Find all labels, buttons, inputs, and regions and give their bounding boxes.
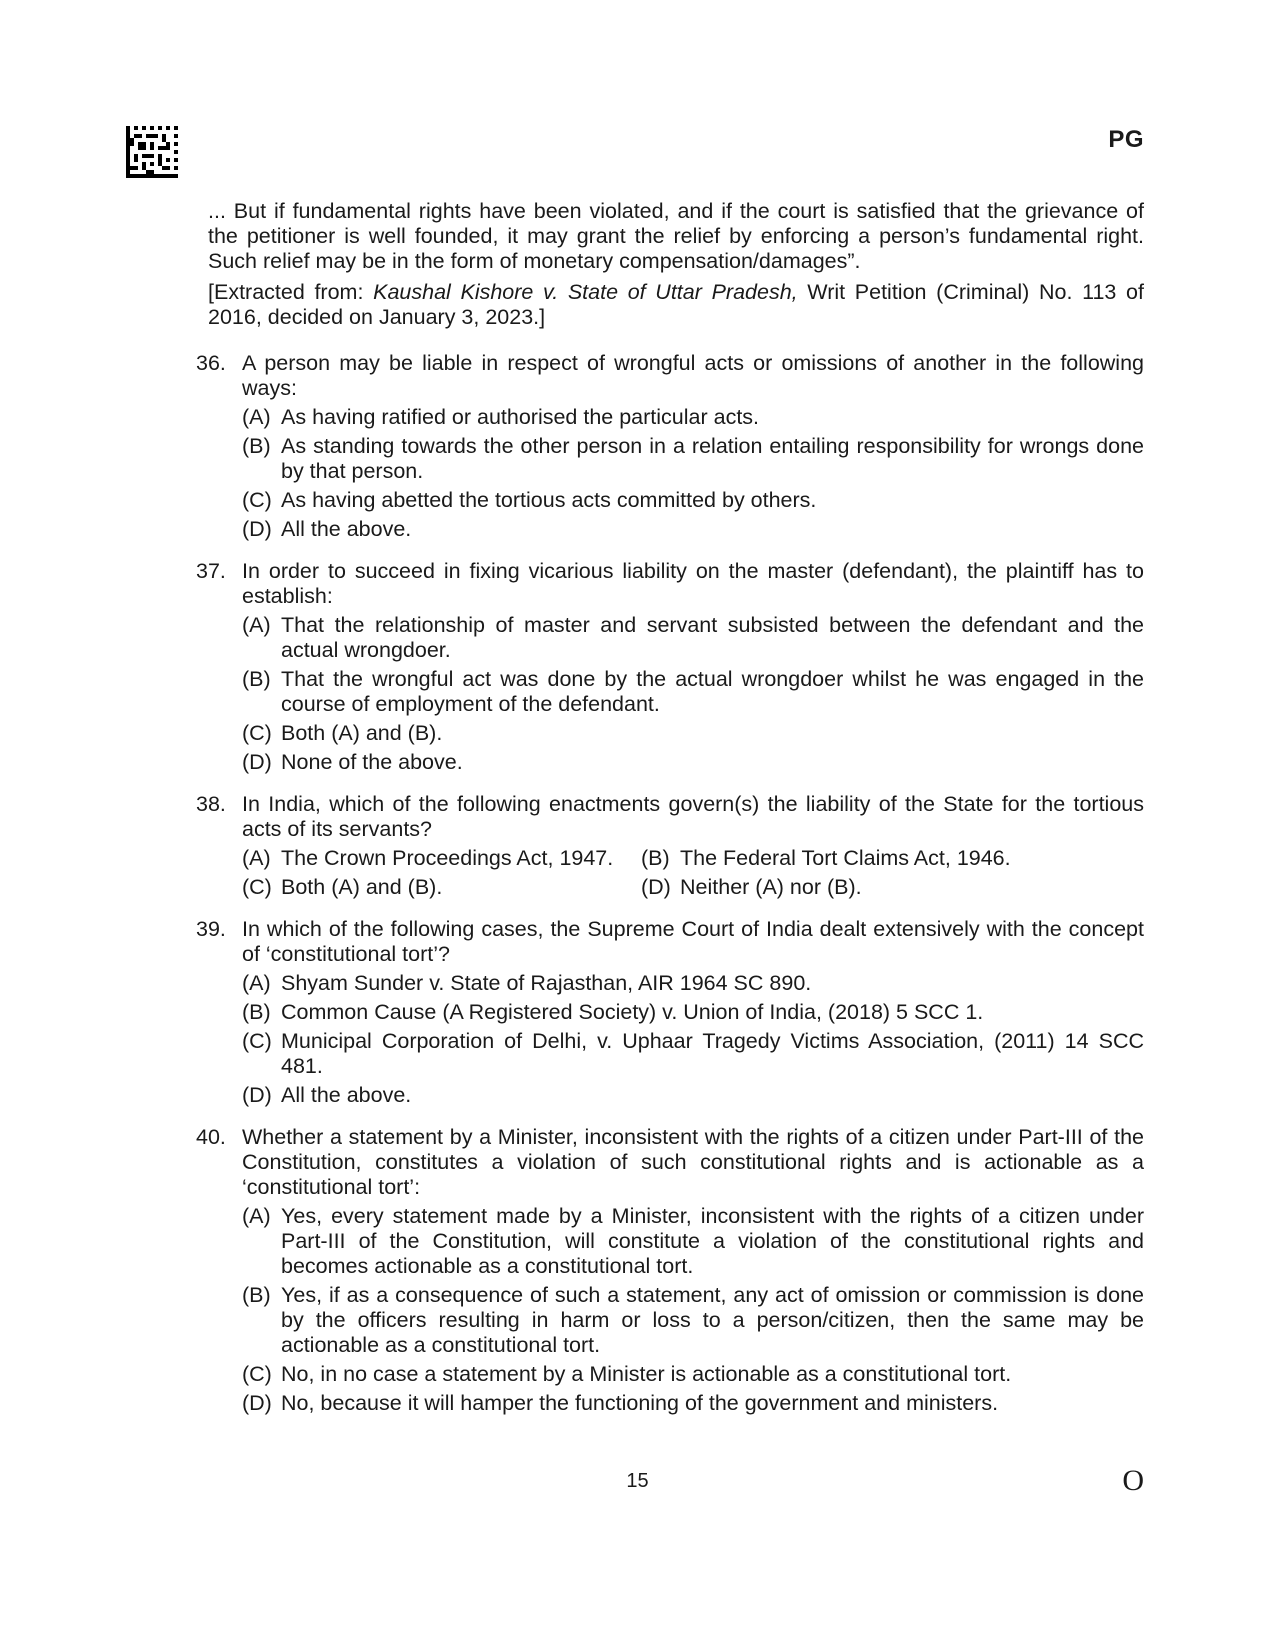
source-suffix: Writ Petition (Criminal) No. 113 of 2016, decided on January 3, 2023.] <box>208 280 1144 329</box>
question-38 <box>196 792 1144 900</box>
question-set-code: O <box>1122 1464 1144 1497</box>
option-row <box>242 846 1144 871</box>
option-label: (D) <box>242 750 272 774</box>
option-d <box>242 1083 1144 1108</box>
option-label: (B) <box>641 846 670 870</box>
option-d <box>242 517 1144 542</box>
option-a <box>242 971 1144 996</box>
option-text: Common Cause (A Registered Society) v. Union of India, (2018) 5 SCC 1. <box>281 1000 984 1024</box>
paper-code: PG <box>1108 126 1144 153</box>
option-text: Yes, if as a consequence of such a statement, any act of omission or commission is done by the officers resulting in harm or loss to a person/citizen, then the same may be actionable as a constitutional tort. <box>281 1283 1144 1357</box>
option-label: (A) <box>242 1204 271 1228</box>
option-b <box>242 434 1144 484</box>
option-c <box>242 875 641 900</box>
option-d <box>242 750 1144 775</box>
option-d <box>242 1391 1144 1416</box>
page-number: 15 <box>626 1470 649 1492</box>
option-text: No, because it will hamper the functioning of the government and ministers. <box>281 1391 999 1415</box>
option-a <box>242 405 1144 430</box>
option-text: As having abetted the tortious acts committed by others. <box>281 488 817 512</box>
barcode-icon <box>126 126 178 178</box>
option-label: (D) <box>641 875 671 899</box>
question-36 <box>196 351 1144 542</box>
question-text: In India, which of the following enactments govern(s) the liability of the State for the tortious acts of its servants? <box>242 792 1144 841</box>
option-c <box>242 488 1144 513</box>
option-text: No, in no case a statement by a Minister is actionable as a constitutional tort. <box>281 1362 1012 1386</box>
option-text: That the relationship of master and servant subsisted between the defendant and the actual wrongdoer. <box>281 613 1144 662</box>
option-label: (A) <box>242 846 271 870</box>
passage-source <box>208 280 1144 330</box>
option-label: (C) <box>242 488 272 512</box>
option-text: The Federal Tort Claims Act, 1946. <box>680 846 1011 870</box>
option-text: The Crown Proceedings Act, 1947. <box>281 846 614 870</box>
option-text: None of the above. <box>281 750 463 774</box>
source-case-name: Kaushal Kishore v. State of Uttar Pradesh, <box>373 280 798 304</box>
question-text: A person may be liable in respect of wrongful acts or omissions of another in the following ways: <box>242 351 1144 400</box>
option-label: (B) <box>242 1283 271 1307</box>
option-label: (D) <box>242 1083 272 1107</box>
option-b <box>242 667 1144 717</box>
option-row <box>242 875 1144 900</box>
option-text: Yes, every statement made by a Minister, inconsistent with the rights of a citizen under Part-III of the Constitution, will constitute a violation of the constitutional rights and becomes actionable as a constitutional tort. <box>281 1204 1144 1278</box>
question-39 <box>196 917 1144 1108</box>
option-text: Neither (A) nor (B). <box>680 875 862 899</box>
passage-excerpt <box>208 199 1144 336</box>
option-text: Both (A) and (B). <box>281 875 443 899</box>
question-text: In order to succeed in fixing vicarious liability on the master (defendant), the plaintiff has to establish: <box>242 559 1144 608</box>
option-label: (C) <box>242 721 272 745</box>
question-number: 40. <box>196 1125 226 1149</box>
option-label: (A) <box>242 971 271 995</box>
source-prefix: [Extracted from: <box>208 280 374 304</box>
option-text: That the wrongful act was done by the actual wrongdoer whilst he was engaged in the course of employment of the defendant. <box>281 667 1144 716</box>
option-text: All the above. <box>281 1083 412 1107</box>
option-text: Shyam Sunder v. State of Rajasthan, AIR 1964 SC 890. <box>281 971 812 995</box>
question-number: 36. <box>196 351 226 375</box>
option-label: (C) <box>242 875 272 899</box>
passage-text: ... But if fundamental rights have been violated, and if the court is satisfied that the grievance of the petitioner is well founded, it may grant the relief by enforcing a person’s fundamental right. Such relief may be in the form of monetary compensation/damages”. <box>208 199 1144 273</box>
option-label: (A) <box>242 405 271 429</box>
option-b <box>641 846 1011 871</box>
question-number: 37. <box>196 559 226 583</box>
option-d <box>641 875 862 900</box>
option-b <box>242 1000 1144 1025</box>
question-40 <box>196 1125 1144 1416</box>
option-c <box>242 721 1144 746</box>
option-label: (B) <box>242 667 271 691</box>
question-number: 39. <box>196 917 226 941</box>
option-text: All the above. <box>281 517 412 541</box>
option-text: As having ratified or authorised the particular acts. <box>281 405 760 429</box>
option-text: Both (A) and (B). <box>281 721 443 745</box>
question-text: In which of the following cases, the Supreme Court of India dealt extensively with the concept of ‘constitutional tort’? <box>242 917 1144 966</box>
option-text: Municipal Corporation of Delhi, v. Uphaar Tragedy Victims Association, (2011) 14 SCC 481. <box>281 1029 1144 1078</box>
option-c <box>242 1029 1144 1079</box>
option-a <box>242 613 1144 663</box>
option-a <box>242 1204 1144 1279</box>
option-c <box>242 1362 1144 1387</box>
question-number: 38. <box>196 792 226 816</box>
option-label: (D) <box>242 1391 272 1415</box>
question-list <box>196 351 1144 1433</box>
question-text: Whether a statement by a Minister, inconsistent with the rights of a citizen under Part-III of the Constitution, constitutes a violation of such constitutional rights and is actionable as a ‘constitutional tort’: <box>242 1125 1144 1199</box>
option-b <box>242 1283 1144 1358</box>
option-label: (B) <box>242 1000 271 1024</box>
option-label: (D) <box>242 517 272 541</box>
option-label: (A) <box>242 613 271 637</box>
option-label: (C) <box>242 1362 272 1386</box>
option-label: (C) <box>242 1029 272 1053</box>
question-37 <box>196 559 1144 775</box>
option-a <box>242 846 641 871</box>
option-label: (B) <box>242 434 271 458</box>
option-text: As standing towards the other person in a relation entailing responsibility for wrongs done by that person. <box>281 434 1144 483</box>
